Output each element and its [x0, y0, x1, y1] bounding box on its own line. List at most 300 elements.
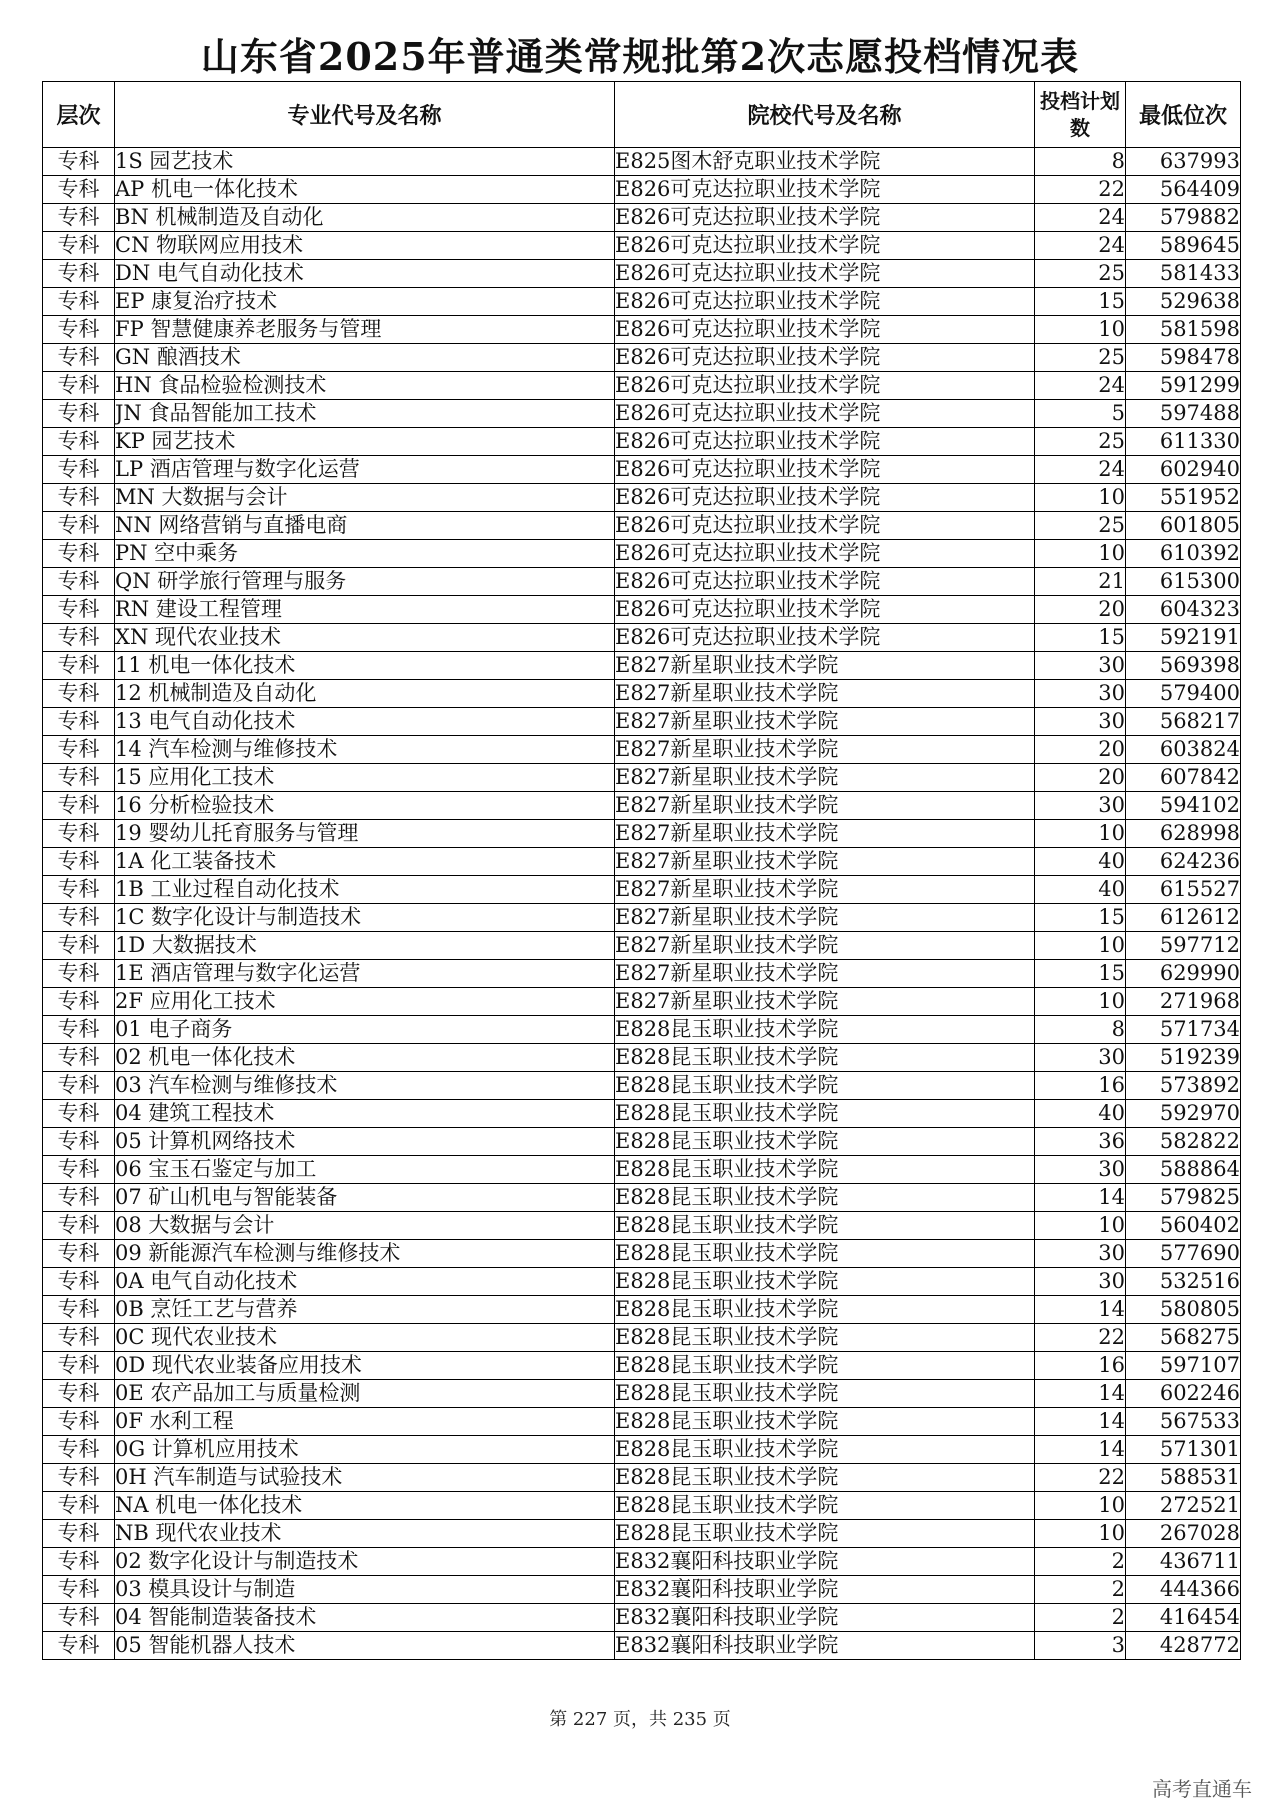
cell-rank: 597712 [1126, 932, 1241, 960]
cell-rank: 594102 [1126, 792, 1241, 820]
cell-school: E828昆玉职业技术学院 [615, 1380, 1035, 1408]
cell-rank: 637993 [1126, 148, 1241, 176]
cell-rank: 529638 [1126, 288, 1241, 316]
cell-level: 专科 [43, 960, 115, 988]
table-body [43, 148, 1241, 1660]
cell-school: E826可克达拉职业技术学院 [615, 176, 1035, 204]
cell-plan: 8 [1035, 1016, 1126, 1044]
cell-school: E828昆玉职业技术学院 [615, 1436, 1035, 1464]
cell-school: E827新星职业技术学院 [615, 876, 1035, 904]
cell-major: 0E 农产品加工与质量检测 [115, 1380, 615, 1408]
cell-plan: 40 [1035, 876, 1126, 904]
admission-table [42, 81, 1241, 1660]
table-row [43, 260, 1241, 288]
cell-plan: 30 [1035, 1044, 1126, 1072]
cell-school: E828昆玉职业技术学院 [615, 1128, 1035, 1156]
cell-plan: 15 [1035, 624, 1126, 652]
cell-major: 0B 烹饪工艺与营养 [115, 1296, 615, 1324]
cell-level: 专科 [43, 708, 115, 736]
cell-major: 07 矿山机电与智能装备 [115, 1184, 615, 1212]
cell-rank: 267028 [1126, 1520, 1241, 1548]
cell-level: 专科 [43, 512, 115, 540]
cell-school: E832襄阳科技职业学院 [615, 1548, 1035, 1576]
cell-major: EP 康复治疗技术 [115, 288, 615, 316]
cell-level: 专科 [43, 1128, 115, 1156]
cell-plan: 10 [1035, 316, 1126, 344]
cell-rank: 436711 [1126, 1548, 1241, 1576]
cell-school: E826可克达拉职业技术学院 [615, 428, 1035, 456]
table-row [43, 1296, 1241, 1324]
cell-school: E828昆玉职业技术学院 [615, 1240, 1035, 1268]
table-row [43, 764, 1241, 792]
cell-level: 专科 [43, 1436, 115, 1464]
cell-plan: 20 [1035, 764, 1126, 792]
cell-major: HN 食品检验检测技术 [115, 372, 615, 400]
cell-school: E826可克达拉职业技术学院 [615, 568, 1035, 596]
cell-major: 15 应用化工技术 [115, 764, 615, 792]
cell-plan: 30 [1035, 1268, 1126, 1296]
cell-plan: 30 [1035, 652, 1126, 680]
cell-level: 专科 [43, 540, 115, 568]
cell-major: 09 新能源汽车检测与维修技术 [115, 1240, 615, 1268]
cell-major: 1S 园艺技术 [115, 148, 615, 176]
cell-plan: 2 [1035, 1576, 1126, 1604]
cell-school: E826可克达拉职业技术学院 [615, 512, 1035, 540]
cell-plan: 30 [1035, 792, 1126, 820]
table-row [43, 596, 1241, 624]
cell-school: E826可克达拉职业技术学院 [615, 288, 1035, 316]
cell-rank: 568217 [1126, 708, 1241, 736]
cell-rank: 272521 [1126, 1492, 1241, 1520]
table-row [43, 1212, 1241, 1240]
cell-school: E826可克达拉职业技术学院 [615, 400, 1035, 428]
table-row [43, 428, 1241, 456]
table-header-row [43, 82, 1241, 148]
cell-school: E827新星职业技术学院 [615, 904, 1035, 932]
cell-school: E826可克达拉职业技术学院 [615, 260, 1035, 288]
cell-major: 0C 现代农业技术 [115, 1324, 615, 1352]
cell-major: 05 计算机网络技术 [115, 1128, 615, 1156]
cell-level: 专科 [43, 484, 115, 512]
cell-plan: 30 [1035, 1156, 1126, 1184]
table-row [43, 1044, 1241, 1072]
cell-school: E827新星职业技术学院 [615, 932, 1035, 960]
table-row [43, 792, 1241, 820]
cell-rank: 611330 [1126, 428, 1241, 456]
cell-plan: 14 [1035, 1436, 1126, 1464]
cell-school: E828昆玉职业技术学院 [615, 1352, 1035, 1380]
cell-plan: 2 [1035, 1548, 1126, 1576]
cell-rank: 532516 [1126, 1268, 1241, 1296]
cell-major: 12 机械制造及自动化 [115, 680, 615, 708]
cell-school: E827新星职业技术学院 [615, 960, 1035, 988]
cell-rank: 579400 [1126, 680, 1241, 708]
cell-school: E827新星职业技术学院 [615, 708, 1035, 736]
cell-rank: 582822 [1126, 1128, 1241, 1156]
cell-school: E826可克达拉职业技术学院 [615, 456, 1035, 484]
cell-rank: 588864 [1126, 1156, 1241, 1184]
cell-major: 05 智能机器人技术 [115, 1632, 615, 1660]
cell-plan: 15 [1035, 904, 1126, 932]
table-row [43, 960, 1241, 988]
cell-major: BN 机械制造及自动化 [115, 204, 615, 232]
cell-level: 专科 [43, 288, 115, 316]
cell-school: E828昆玉职业技术学院 [615, 1520, 1035, 1548]
cell-school: E828昆玉职业技术学院 [615, 1212, 1035, 1240]
cell-major: QN 研学旅行管理与服务 [115, 568, 615, 596]
cell-level: 专科 [43, 176, 115, 204]
cell-plan: 22 [1035, 1324, 1126, 1352]
cell-school: E828昆玉职业技术学院 [615, 1408, 1035, 1436]
cell-level: 专科 [43, 344, 115, 372]
table-row [43, 400, 1241, 428]
cell-plan: 24 [1035, 232, 1126, 260]
cell-school: E826可克达拉职业技术学院 [615, 484, 1035, 512]
cell-rank: 610392 [1126, 540, 1241, 568]
cell-major: NA 机电一体化技术 [115, 1492, 615, 1520]
cell-major: 02 数字化设计与制造技术 [115, 1548, 615, 1576]
table-row [43, 288, 1241, 316]
cell-plan: 22 [1035, 1464, 1126, 1492]
table-row [43, 1604, 1241, 1632]
table-row [43, 372, 1241, 400]
table-row [43, 204, 1241, 232]
cell-major: MN 大数据与会计 [115, 484, 615, 512]
cell-rank: 571734 [1126, 1016, 1241, 1044]
header-level: 层次 [43, 82, 115, 148]
cell-school: E828昆玉职业技术学院 [615, 1492, 1035, 1520]
cell-plan: 8 [1035, 148, 1126, 176]
cell-rank: 579825 [1126, 1184, 1241, 1212]
cell-major: AP 机电一体化技术 [115, 176, 615, 204]
cell-level: 专科 [43, 848, 115, 876]
cell-major: XN 现代农业技术 [115, 624, 615, 652]
cell-plan: 10 [1035, 1212, 1126, 1240]
cell-rank: 592970 [1126, 1100, 1241, 1128]
cell-rank: 597488 [1126, 400, 1241, 428]
cell-school: E827新星职业技术学院 [615, 792, 1035, 820]
table-row [43, 1380, 1241, 1408]
cell-school: E828昆玉职业技术学院 [615, 1100, 1035, 1128]
cell-level: 专科 [43, 1352, 115, 1380]
table-row [43, 484, 1241, 512]
cell-rank: 577690 [1126, 1240, 1241, 1268]
cell-level: 专科 [43, 596, 115, 624]
cell-rank: 444366 [1126, 1576, 1241, 1604]
table-row [43, 540, 1241, 568]
cell-school: E832襄阳科技职业学院 [615, 1576, 1035, 1604]
cell-major: KP 园艺技术 [115, 428, 615, 456]
watermark-logo: 高考直通车 [1152, 1777, 1252, 1801]
cell-major: 1C 数字化设计与制造技术 [115, 904, 615, 932]
cell-plan: 5 [1035, 400, 1126, 428]
cell-level: 专科 [43, 456, 115, 484]
cell-major: 04 建筑工程技术 [115, 1100, 615, 1128]
cell-major: 0F 水利工程 [115, 1408, 615, 1436]
cell-level: 专科 [43, 1240, 115, 1268]
table-row [43, 1408, 1241, 1436]
cell-rank: 580805 [1126, 1296, 1241, 1324]
cell-plan: 36 [1035, 1128, 1126, 1156]
cell-rank: 615300 [1126, 568, 1241, 596]
cell-plan: 24 [1035, 456, 1126, 484]
table-row [43, 568, 1241, 596]
cell-school: E826可克达拉职业技术学院 [615, 316, 1035, 344]
cell-plan: 10 [1035, 988, 1126, 1016]
cell-level: 专科 [43, 988, 115, 1016]
cell-level: 专科 [43, 1184, 115, 1212]
cell-major: 01 电子商务 [115, 1016, 615, 1044]
cell-major: 19 婴幼儿托育服务与管理 [115, 820, 615, 848]
cell-level: 专科 [43, 316, 115, 344]
table-row [43, 1100, 1241, 1128]
cell-school: E825图木舒克职业技术学院 [615, 148, 1035, 176]
cell-rank: 589645 [1126, 232, 1241, 260]
cell-school: E827新星职业技术学院 [615, 820, 1035, 848]
cell-level: 专科 [43, 428, 115, 456]
table-row [43, 876, 1241, 904]
cell-level: 专科 [43, 204, 115, 232]
cell-rank: 615527 [1126, 876, 1241, 904]
cell-rank: 604323 [1126, 596, 1241, 624]
cell-rank: 428772 [1126, 1632, 1241, 1660]
cell-rank: 571301 [1126, 1436, 1241, 1464]
cell-level: 专科 [43, 1464, 115, 1492]
cell-level: 专科 [43, 624, 115, 652]
cell-plan: 25 [1035, 260, 1126, 288]
cell-level: 专科 [43, 1604, 115, 1632]
cell-major: 0D 现代农业装备应用技术 [115, 1352, 615, 1380]
cell-school: E826可克达拉职业技术学院 [615, 596, 1035, 624]
cell-rank: 581433 [1126, 260, 1241, 288]
table-row [43, 148, 1241, 176]
cell-level: 专科 [43, 764, 115, 792]
cell-school: E826可克达拉职业技术学院 [615, 624, 1035, 652]
cell-plan: 30 [1035, 708, 1126, 736]
cell-plan: 2 [1035, 1604, 1126, 1632]
cell-level: 专科 [43, 1044, 115, 1072]
page-footer: 第 227 页，共 235 页 [549, 1709, 731, 1730]
cell-major: 2F 应用化工技术 [115, 988, 615, 1016]
cell-level: 专科 [43, 1548, 115, 1576]
cell-plan: 25 [1035, 344, 1126, 372]
header-plan: 投档计划数 [1035, 82, 1126, 148]
table-row [43, 456, 1241, 484]
cell-level: 专科 [43, 652, 115, 680]
cell-plan: 10 [1035, 1492, 1126, 1520]
cell-plan: 16 [1035, 1352, 1126, 1380]
cell-plan: 14 [1035, 1408, 1126, 1436]
cell-rank: 592191 [1126, 624, 1241, 652]
cell-level: 专科 [43, 792, 115, 820]
cell-rank: 579882 [1126, 204, 1241, 232]
cell-plan: 10 [1035, 820, 1126, 848]
table-row [43, 344, 1241, 372]
table-row [43, 904, 1241, 932]
cell-plan: 14 [1035, 1296, 1126, 1324]
cell-rank: 601805 [1126, 512, 1241, 540]
table-row [43, 1464, 1241, 1492]
cell-major: 13 电气自动化技术 [115, 708, 615, 736]
cell-rank: 567533 [1126, 1408, 1241, 1436]
cell-school: E826可克达拉职业技术学院 [615, 344, 1035, 372]
table-row [43, 176, 1241, 204]
table-row [43, 1436, 1241, 1464]
cell-major: 1A 化工装备技术 [115, 848, 615, 876]
cell-rank: 624236 [1126, 848, 1241, 876]
cell-plan: 3 [1035, 1632, 1126, 1660]
cell-rank: 602940 [1126, 456, 1241, 484]
table-row [43, 1240, 1241, 1268]
cell-major: DN 电气自动化技术 [115, 260, 615, 288]
cell-plan: 15 [1035, 288, 1126, 316]
table-row [43, 1548, 1241, 1576]
cell-rank: 416454 [1126, 1604, 1241, 1632]
cell-plan: 15 [1035, 960, 1126, 988]
cell-plan: 10 [1035, 932, 1126, 960]
cell-level: 专科 [43, 372, 115, 400]
table-row [43, 624, 1241, 652]
cell-major: NN 网络营销与直播电商 [115, 512, 615, 540]
cell-major: 04 智能制造装备技术 [115, 1604, 615, 1632]
header-school: 院校代号及名称 [615, 82, 1035, 148]
cell-plan: 22 [1035, 176, 1126, 204]
table-row [43, 820, 1241, 848]
table-row [43, 848, 1241, 876]
cell-plan: 20 [1035, 596, 1126, 624]
cell-major: 06 宝玉石鉴定与加工 [115, 1156, 615, 1184]
table-row [43, 652, 1241, 680]
cell-level: 专科 [43, 1380, 115, 1408]
table-row [43, 1156, 1241, 1184]
cell-school: E827新星职业技术学院 [615, 652, 1035, 680]
cell-major: PN 空中乘务 [115, 540, 615, 568]
cell-plan: 21 [1035, 568, 1126, 596]
cell-rank: 568275 [1126, 1324, 1241, 1352]
cell-plan: 24 [1035, 204, 1126, 232]
cell-rank: 271968 [1126, 988, 1241, 1016]
cell-plan: 10 [1035, 540, 1126, 568]
cell-rank: 573892 [1126, 1072, 1241, 1100]
cell-major: 0A 电气自动化技术 [115, 1268, 615, 1296]
cell-level: 专科 [43, 736, 115, 764]
cell-rank: 603824 [1126, 736, 1241, 764]
cell-level: 专科 [43, 1576, 115, 1604]
table-row [43, 1184, 1241, 1212]
table-row [43, 316, 1241, 344]
table-row [43, 1352, 1241, 1380]
cell-level: 专科 [43, 820, 115, 848]
cell-plan: 14 [1035, 1184, 1126, 1212]
cell-rank: 597107 [1126, 1352, 1241, 1380]
cell-major: FP 智慧健康养老服务与管理 [115, 316, 615, 344]
cell-school: E828昆玉职业技术学院 [615, 1324, 1035, 1352]
cell-rank: 629990 [1126, 960, 1241, 988]
table-row [43, 1576, 1241, 1604]
cell-major: CN 物联网应用技术 [115, 232, 615, 260]
cell-level: 专科 [43, 1016, 115, 1044]
table-row [43, 680, 1241, 708]
cell-school: E828昆玉职业技术学院 [615, 1296, 1035, 1324]
cell-level: 专科 [43, 1408, 115, 1436]
table-row [43, 736, 1241, 764]
table-row [43, 1128, 1241, 1156]
cell-major: 03 模具设计与制造 [115, 1576, 615, 1604]
cell-major: 1B 工业过程自动化技术 [115, 876, 615, 904]
table-row [43, 988, 1241, 1016]
cell-level: 专科 [43, 1156, 115, 1184]
cell-plan: 24 [1035, 372, 1126, 400]
cell-plan: 40 [1035, 848, 1126, 876]
cell-school: E832襄阳科技职业学院 [615, 1632, 1035, 1660]
table-row [43, 932, 1241, 960]
cell-school: E832襄阳科技职业学院 [615, 1604, 1035, 1632]
cell-school: E827新星职业技术学院 [615, 848, 1035, 876]
table-row [43, 512, 1241, 540]
cell-rank: 551952 [1126, 484, 1241, 512]
cell-rank: 628998 [1126, 820, 1241, 848]
cell-level: 专科 [43, 1268, 115, 1296]
cell-level: 专科 [43, 876, 115, 904]
cell-school: E826可克达拉职业技术学院 [615, 204, 1035, 232]
cell-rank: 598478 [1126, 344, 1241, 372]
cell-school: E828昆玉职业技术学院 [615, 1268, 1035, 1296]
cell-rank: 588531 [1126, 1464, 1241, 1492]
cell-level: 专科 [43, 932, 115, 960]
cell-major: 08 大数据与会计 [115, 1212, 615, 1240]
cell-level: 专科 [43, 1520, 115, 1548]
cell-rank: 581598 [1126, 316, 1241, 344]
cell-rank: 612612 [1126, 904, 1241, 932]
cell-plan: 20 [1035, 736, 1126, 764]
cell-major: 1E 酒店管理与数字化运营 [115, 960, 615, 988]
cell-level: 专科 [43, 1212, 115, 1240]
header-major: 专业代号及名称 [115, 82, 615, 148]
table-row [43, 1268, 1241, 1296]
cell-major: GN 酿酒技术 [115, 344, 615, 372]
cell-school: E828昆玉职业技术学院 [615, 1072, 1035, 1100]
cell-major: RN 建设工程管理 [115, 596, 615, 624]
table-row [43, 1324, 1241, 1352]
header-rank: 最低位次 [1126, 82, 1241, 148]
cell-level: 专科 [43, 1072, 115, 1100]
cell-major: 0H 汽车制造与试验技术 [115, 1464, 615, 1492]
cell-school: E827新星职业技术学院 [615, 764, 1035, 792]
cell-plan: 10 [1035, 484, 1126, 512]
table-row [43, 1016, 1241, 1044]
cell-level: 专科 [43, 400, 115, 428]
cell-rank: 607842 [1126, 764, 1241, 792]
cell-plan: 40 [1035, 1100, 1126, 1128]
table-row [43, 1520, 1241, 1548]
cell-level: 专科 [43, 568, 115, 596]
cell-major: 03 汽车检测与维修技术 [115, 1072, 615, 1100]
cell-level: 专科 [43, 1324, 115, 1352]
cell-major: 16 分析检验技术 [115, 792, 615, 820]
cell-level: 专科 [43, 260, 115, 288]
cell-major: NB 现代农业技术 [115, 1520, 615, 1548]
cell-plan: 25 [1035, 428, 1126, 456]
cell-major: 11 机电一体化技术 [115, 652, 615, 680]
cell-rank: 602246 [1126, 1380, 1241, 1408]
cell-school: E827新星职业技术学院 [615, 680, 1035, 708]
cell-school: E827新星职业技术学院 [615, 988, 1035, 1016]
table-row [43, 708, 1241, 736]
cell-plan: 16 [1035, 1072, 1126, 1100]
cell-plan: 25 [1035, 512, 1126, 540]
cell-level: 专科 [43, 1100, 115, 1128]
cell-rank: 560402 [1126, 1212, 1241, 1240]
